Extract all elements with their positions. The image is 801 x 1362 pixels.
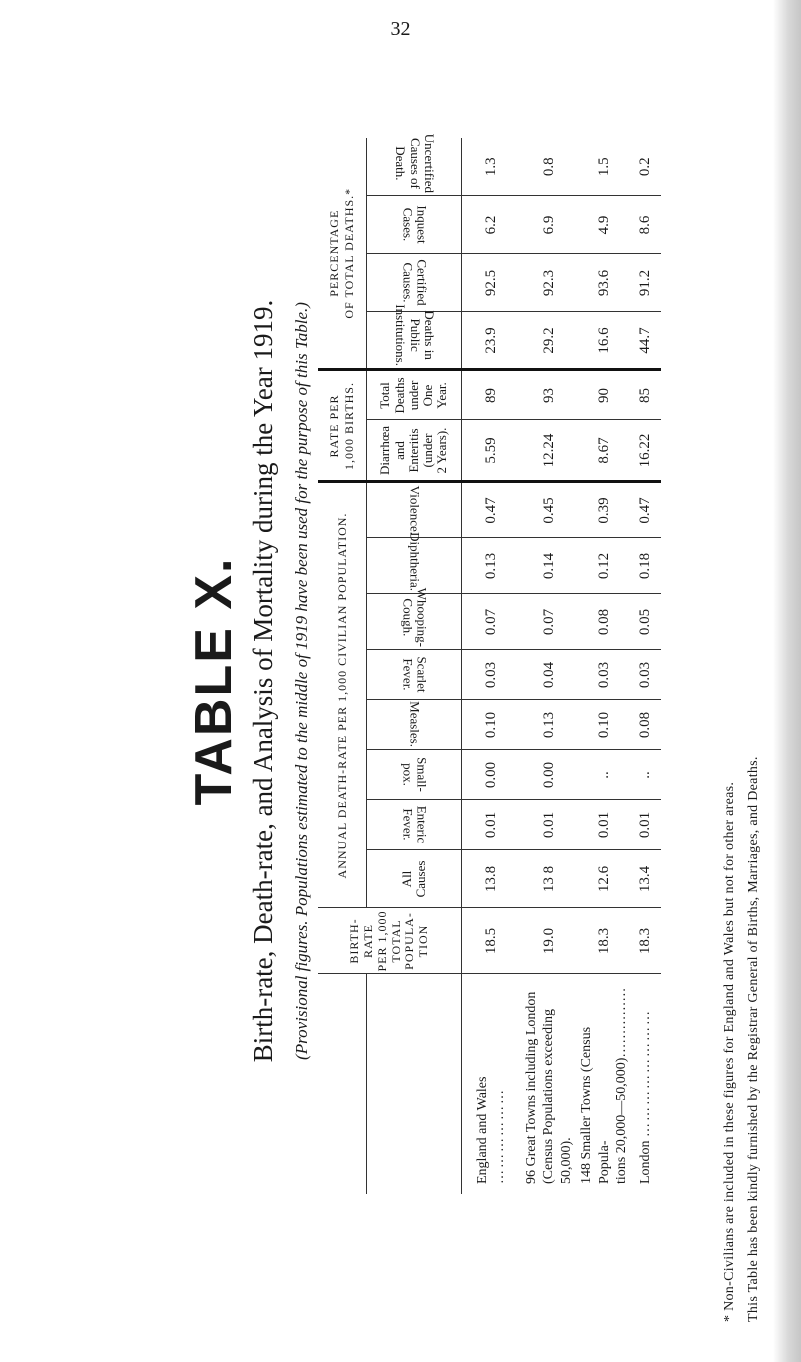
table-cell: 89	[462, 370, 521, 420]
col-label: Scarlet Fever.	[400, 656, 430, 694]
table-cell: 0.39	[578, 482, 631, 538]
table-cell: 0.03	[631, 650, 661, 700]
table-cell: 0.00	[520, 750, 578, 800]
row-label	[631, 974, 661, 1194]
birth-rate-cell: 18.3	[631, 908, 661, 974]
birth-rate-cell: 18.3	[578, 908, 631, 974]
table-cell: 0.04	[520, 650, 578, 700]
birth-rate-cell: 18.5	[462, 908, 521, 974]
table-cell: 93	[520, 370, 578, 420]
birth-rate-header-line: RATE	[360, 924, 375, 958]
table-cell: 0.01	[631, 800, 661, 850]
col-label-line: Total	[377, 382, 393, 409]
table-cell: 1.5	[595, 157, 612, 177]
col-label-line: 2 Years).	[434, 427, 450, 474]
table-cell: 90	[578, 370, 631, 420]
table-cell: 85	[631, 370, 661, 420]
col-header-violence	[367, 482, 462, 538]
label-header-cell	[318, 974, 367, 1194]
table-cell: 0.47	[631, 482, 661, 538]
col-header-public-institutions	[367, 304, 462, 370]
col-label-line: (under	[420, 433, 436, 468]
table-cell: 0.05	[631, 594, 661, 650]
table-cell: 0.01	[578, 800, 631, 850]
footnote-non-civilians: * Non-Civilians are included in these figures for England and Wales but not for other areas.	[722, 781, 737, 1322]
table-cell: 0.07	[462, 594, 521, 650]
birth-rate-header-line: POPULA-	[402, 912, 417, 970]
col-label-line: Diarrhœa	[377, 425, 393, 476]
col-label: Uncertified Causes of Death.	[392, 134, 437, 194]
table-cell: 13 8	[520, 850, 578, 908]
rate-per-births-header	[318, 370, 367, 482]
table-cell: 92.5	[462, 254, 521, 312]
table-row	[462, 138, 521, 1194]
col-label: Small-pox.	[400, 757, 430, 793]
table-cell: 12.24	[520, 420, 578, 482]
col-header-scarlet-fever	[367, 650, 462, 700]
table-cell: 0.47	[462, 482, 521, 538]
col-label-line: under	[405, 380, 421, 411]
percentage-header	[318, 138, 367, 370]
table-cell: 0.2	[637, 157, 653, 177]
table-cell: 0.01	[462, 800, 521, 850]
row-label-text: 148 Smaller Towns (Census Popula-	[579, 1026, 612, 1184]
annual-death-rate-header: ANNUAL DEATH-RATE PER 1,000 CIVILIAN POPULATION.	[318, 482, 367, 908]
table-cell: 6.9	[520, 196, 578, 254]
birth-rate-header	[318, 908, 462, 974]
table-cell: 0.03	[462, 650, 521, 700]
table-row	[578, 138, 631, 1194]
table-cell: ..	[631, 750, 661, 800]
table-cell: ..	[578, 750, 631, 800]
table-cell: 93.6	[578, 254, 631, 312]
rate-per-births-line: RATE PER	[327, 394, 341, 458]
col-header-total-deaths-under-one	[367, 370, 462, 420]
percentage-header-line: PERCENTAGE	[327, 209, 341, 297]
col-label-line: One	[420, 384, 436, 407]
birth-rate-header-line: TOTAL	[388, 919, 403, 963]
table-cell: 0.08	[578, 594, 631, 650]
table-cell: 0.01	[520, 800, 578, 850]
table-cell: 44.7	[631, 312, 661, 370]
col-label: Whooping-Cough.	[400, 588, 430, 648]
table-subtitle: (Provisional figures. Populations estimated to the middle of 1919 have been used for the purpose of this Table.)	[292, 302, 311, 1060]
table-cell: 29.2	[520, 312, 578, 370]
table-cell: 5.59	[462, 420, 521, 482]
table-heading: TABLE X.	[185, 556, 243, 806]
col-header-enteric-fever	[367, 800, 462, 850]
table-cell: 0.07	[520, 594, 578, 650]
table-cell: 1.3	[482, 157, 499, 177]
table-cell: 0.10	[462, 700, 521, 750]
table-cell: 92.3	[520, 254, 578, 312]
row-label	[462, 974, 521, 1194]
col-header-diphtheria	[367, 532, 462, 594]
table-cell: 16.22	[631, 420, 661, 482]
col-label: Violence.	[407, 485, 423, 536]
table-cell: 16.6	[578, 312, 631, 370]
table-cell: 0.13	[520, 700, 578, 750]
col-label-line: Deaths	[391, 377, 407, 414]
table-cell: 0.00	[462, 750, 521, 800]
table-cell: 0.14	[520, 538, 578, 594]
col-label: Enteric Fever.	[400, 806, 430, 844]
birth-rate-header-line: PER 1,000	[374, 910, 389, 972]
col-label: Measles.	[407, 701, 423, 748]
row-label-leader: ………………	[492, 1088, 507, 1184]
col-label-line: All	[398, 870, 414, 888]
table-cell: 4.9	[578, 196, 631, 254]
column-header-row	[367, 138, 462, 1194]
row-label-text: England and Wales	[474, 1076, 490, 1184]
row-label-leader: ……………………	[637, 1008, 653, 1137]
page-number: 32	[390, 18, 411, 40]
row-label-text: tions 20,000—50,000)……………	[614, 987, 629, 1184]
table-cell: 0.03	[578, 650, 631, 700]
birth-rate-header-line: BIRTH-	[347, 918, 362, 964]
birth-rate-header-line: TION	[416, 924, 431, 958]
col-label: Deaths in Public Institutions.	[392, 304, 437, 367]
row-label-text: (Census Populations exceeding 50,000).	[541, 1009, 574, 1184]
table-cell: 0.18	[631, 538, 661, 594]
table-cell: 0.45	[520, 482, 578, 538]
table-cell: 0.13	[462, 538, 521, 594]
table-cell: 13.4	[631, 850, 661, 908]
table-cell: 12.6	[578, 850, 631, 908]
rate-per-births-line: 1,000 BIRTHS.	[342, 382, 356, 470]
table-cell: 0.10	[578, 700, 631, 750]
col-label-line: and	[391, 441, 407, 460]
table-cell: 23.9	[462, 312, 521, 370]
label-header-cell	[367, 974, 462, 1194]
table-cell: 0.8	[540, 157, 557, 177]
table-cell: 8.6	[631, 196, 661, 254]
row-label	[520, 974, 578, 1194]
col-header-diarrhoea	[367, 420, 462, 482]
col-label: Inquest Cases.	[400, 205, 430, 245]
table-cell: 8.67	[578, 420, 631, 482]
row-label-text: London	[637, 1140, 653, 1184]
col-header-all-causes	[367, 850, 462, 908]
percentage-header-line: OF TOTAL DEATHS.*	[342, 187, 356, 319]
col-header-small-pox	[367, 750, 462, 800]
col-label: Certified Causes.	[400, 259, 430, 307]
group-header-row	[318, 138, 367, 1194]
table-cell: 0.08	[631, 700, 661, 750]
table-cell: 0.12	[578, 538, 631, 594]
table-row	[520, 138, 578, 1194]
col-label-line: Causes	[413, 860, 428, 898]
table-row	[631, 138, 661, 1194]
col-label-line: Enteritis	[405, 428, 421, 473]
footnote-source: This Table has been kindly furnished by the Registrar General of Births, Marriages, and Deaths.	[746, 756, 761, 1322]
table-title: Birth-rate, Death-rate, and Analysis of Mortality during the Year 1919.	[248, 299, 278, 1063]
table-cell: 13.8	[462, 850, 521, 908]
col-label: Diphtheria.	[407, 532, 423, 592]
table-cell: 6.2	[462, 196, 521, 254]
col-header-measles	[367, 700, 462, 750]
table-cell: 91.2	[631, 254, 661, 312]
row-label-text: 96 Great Towns including London	[523, 991, 539, 1184]
row-label	[578, 974, 631, 1194]
col-header-certified-causes	[367, 254, 462, 312]
col-header-inquest-cases	[367, 196, 462, 254]
col-header-whooping-cough	[367, 588, 462, 650]
col-label-line: Year.	[434, 382, 450, 409]
birth-rate-cell: 19.0	[520, 908, 578, 974]
mortality-table	[318, 134, 661, 1194]
col-header-uncertified-causes	[367, 134, 462, 196]
